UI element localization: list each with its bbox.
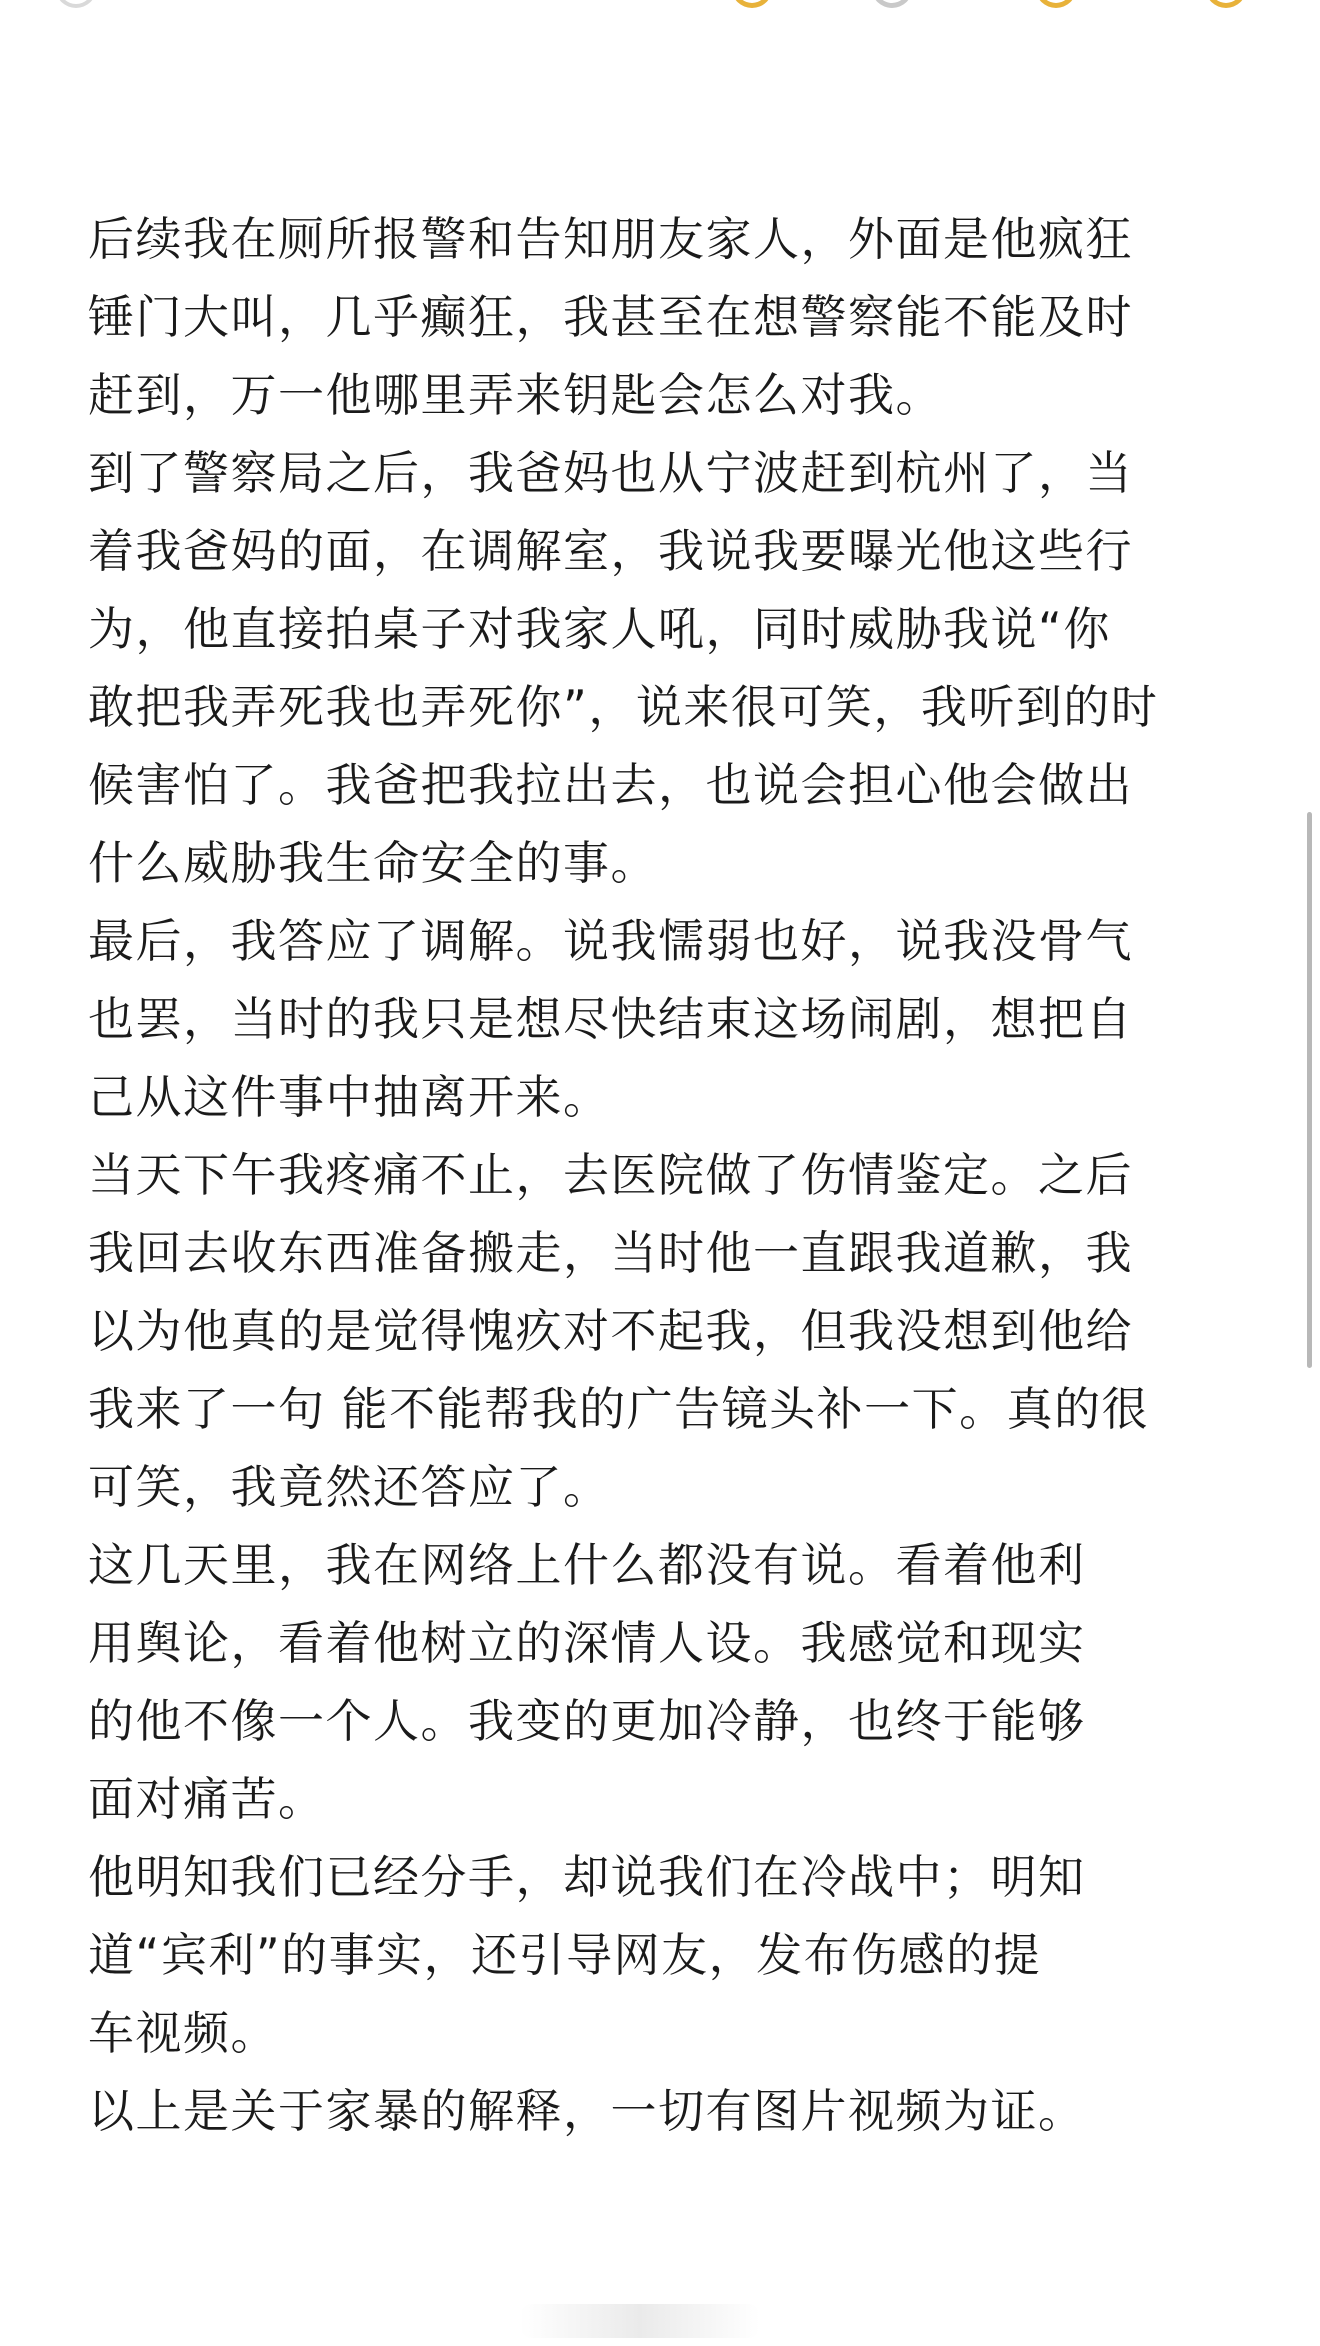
- article-line: 可笑，我竟然还答应了。: [88, 1460, 611, 1514]
- article-line: 最后，我答应了调解。说我懦弱也好，说我没骨气: [88, 914, 1133, 968]
- scrollbar[interactable]: [1307, 812, 1312, 1368]
- bottom-handle: [520, 2304, 760, 2338]
- circle-icon[interactable]: [872, 0, 912, 8]
- article-line: 到了警察局之后，我爸妈也从宁波赶到杭州了，当: [88, 446, 1133, 500]
- article-line: 用舆论，看着他树立的深情人设。我感觉和现实: [88, 1616, 1086, 1670]
- article-line: 车视频。: [88, 2006, 278, 2060]
- partial-icon[interactable]: [56, 0, 96, 8]
- article-line: 我来了一句 能不能帮我的广告镜头补一下。真的很: [88, 1382, 1150, 1436]
- article-line: 为，他直接拍桌子对我家人吼，同时威胁我说“你: [88, 602, 1111, 656]
- emoji-icon[interactable]: [1206, 0, 1246, 8]
- article-line: 也罢，当时的我只是想尽快结束这场闹剧，想把自: [88, 992, 1133, 1046]
- article-line: 面对痛苦。: [88, 1772, 326, 1826]
- note-icon[interactable]: [1036, 0, 1076, 8]
- emoji-icon[interactable]: [732, 0, 772, 8]
- article-line: 锤门大叫，几乎癫狂，我甚至在想警察能不能及时: [88, 290, 1133, 344]
- article-line: 当天下午我疼痛不止，去医院做了伤情鉴定。之后: [88, 1148, 1133, 1202]
- article-line: 他明知我们已经分手，却说我们在冷战中；明知: [88, 1850, 1086, 1904]
- article-line: 道“宾利”的事实，还引导网友，发布伤感的提: [88, 1928, 1042, 1982]
- article-line: 这几天里，我在网络上什么都没有说。看着他利: [88, 1538, 1086, 1592]
- article-line: 后续我在厕所报警和告知朋友家人，外面是他疯狂: [88, 212, 1133, 266]
- article-line: 的他不像一个人。我变的更加冷静，也终于能够: [88, 1694, 1086, 1748]
- article-line: 以上是关于家暴的解释，一切有图片视频为证。: [88, 2084, 1086, 2138]
- article-line: 己从这件事中抽离开来。: [88, 1070, 611, 1124]
- article-line: 以为他真的是觉得愧疚对不起我，但我没想到他给: [88, 1304, 1133, 1358]
- article-text: [88, 200, 1238, 2150]
- article-line: 候害怕了。我爸把我拉出去，也说会担心他会做出: [88, 758, 1133, 812]
- top-toolbar: [0, 0, 1320, 10]
- article-line: 我回去收东西准备搬走，当时他一直跟我道歉，我: [88, 1226, 1133, 1280]
- article-line: 着我爸妈的面，在调解室，我说我要曝光他这些行: [88, 524, 1133, 578]
- article-line: 敢把我弄死我也弄死你”，说来很可笑，我听到的时: [88, 680, 1159, 734]
- article-line: 什么威胁我生命安全的事。: [88, 836, 658, 890]
- article-line: 赶到，万一他哪里弄来钥匙会怎么对我。: [88, 368, 943, 422]
